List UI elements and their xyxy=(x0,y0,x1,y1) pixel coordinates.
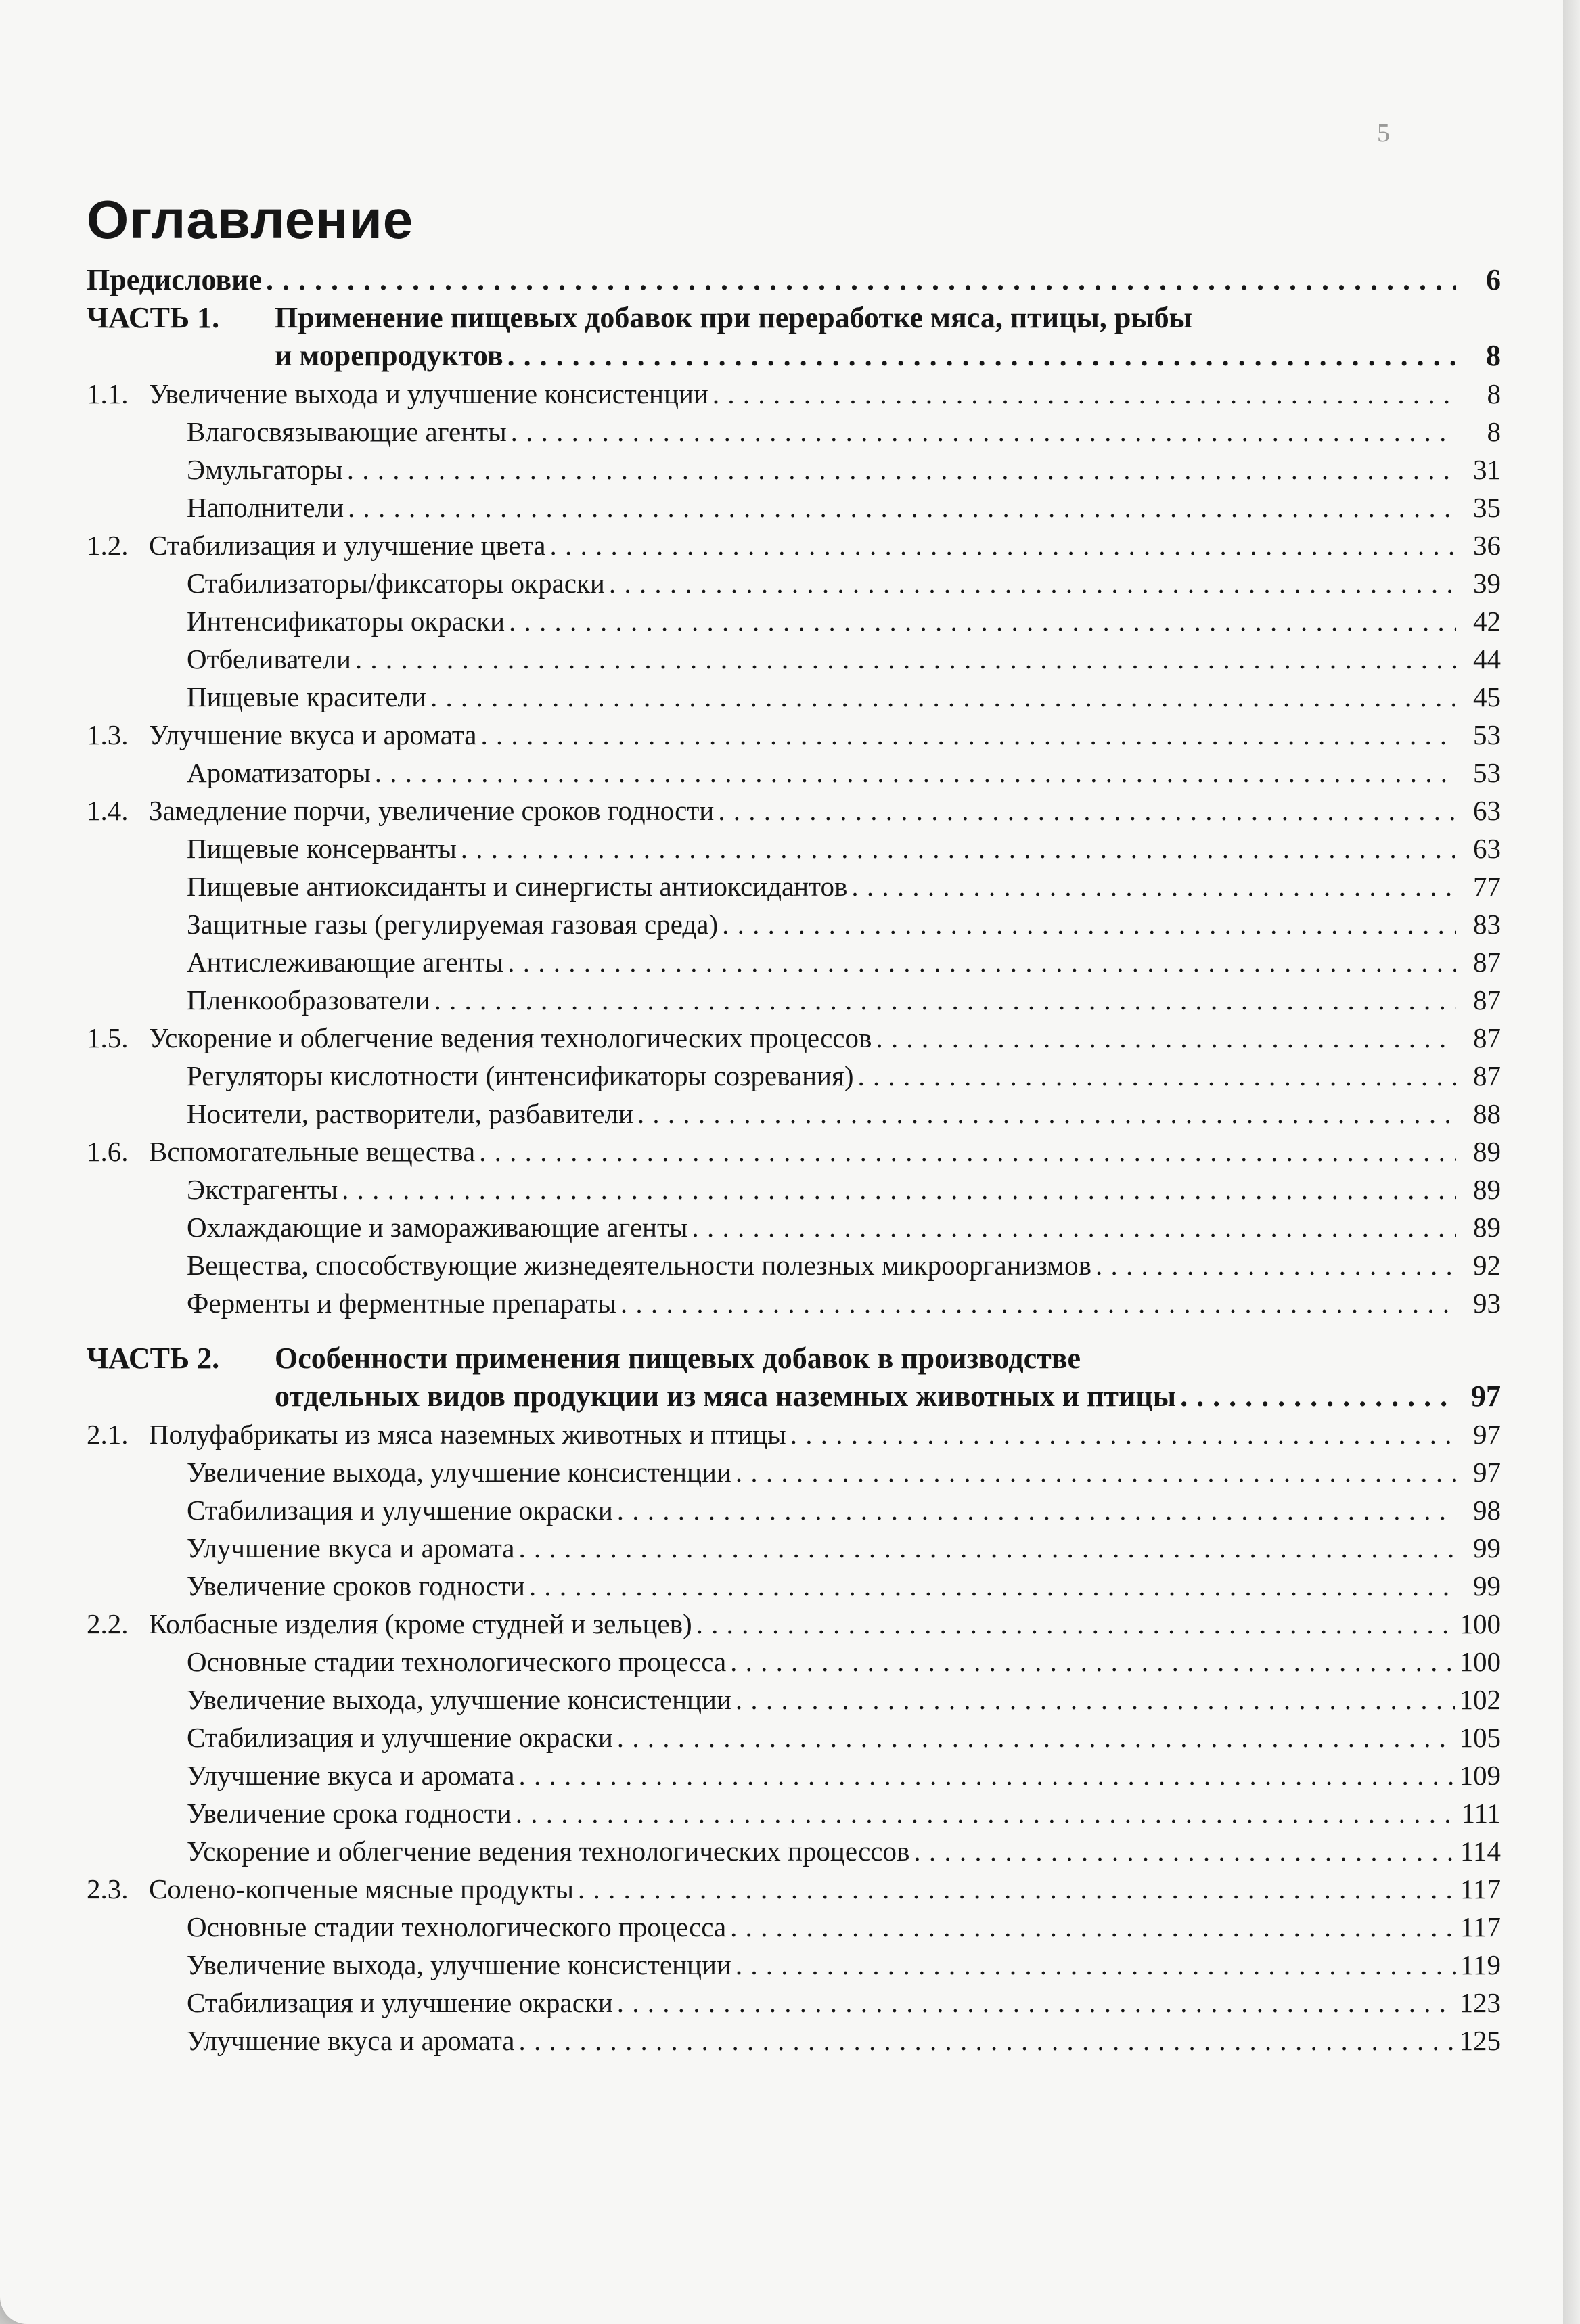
dot-leader xyxy=(479,1133,1456,1170)
toc-entry xyxy=(87,1415,1501,1453)
subsection-title: Увеличение выхода, улучшение консистенции xyxy=(187,1684,731,1715)
toc-entry-page: 87 xyxy=(1473,947,1501,978)
section-title: Ускорение и облегчение ведения технологических процессов xyxy=(149,1022,872,1053)
toc-entry-page: 105 xyxy=(1459,1722,1501,1753)
toc-entry-page: 89 xyxy=(1473,1174,1501,1205)
toc-entry-page: 45 xyxy=(1473,681,1501,712)
toc-entry xyxy=(87,829,1501,867)
dot-leader xyxy=(637,1095,1456,1133)
toc-entry xyxy=(87,981,1501,1019)
section-title: Полуфабрикаты из мяса наземных животных и птицы xyxy=(149,1419,786,1450)
toc-entry xyxy=(87,1453,1501,1491)
toc-entry xyxy=(87,564,1501,602)
toc-entry-page: 89 xyxy=(1473,1136,1501,1167)
subsection-title: Стабилизация и улучшение окраски xyxy=(187,1722,613,1753)
toc-entry-page: 119 xyxy=(1460,1949,1501,1980)
dot-leader xyxy=(480,716,1456,754)
toc-entry-page: 8 xyxy=(1487,378,1501,409)
subsection-title: Стабилизация и улучшение окраски xyxy=(187,1495,613,1526)
toc-entry-page: 99 xyxy=(1473,1532,1501,1564)
dot-leader xyxy=(578,1870,1456,1908)
page-edge xyxy=(1563,0,1580,2324)
toc-entry xyxy=(87,1133,1501,1170)
subsection-title: Эмульгаторы xyxy=(187,454,343,485)
dot-leader xyxy=(355,640,1456,678)
dot-leader xyxy=(617,1718,1455,1756)
part-number: ЧАСТЬ 1. xyxy=(87,301,220,334)
toc-entry xyxy=(87,299,1501,337)
section-title: Стабилизация и улучшение цвета xyxy=(149,530,546,561)
subsection-title: Пищевые красители xyxy=(187,681,426,712)
subsection-title: Пищевые консерванты xyxy=(187,833,457,864)
subsection-title: Улучшение вкуса и аромата xyxy=(187,1532,515,1564)
part-title: Применение пищевых добавок при переработке мяса, птицы, рыбы xyxy=(275,301,1193,334)
toc-entry xyxy=(87,261,1501,299)
toc-entry xyxy=(87,867,1501,905)
subsection-title: Увеличение выхода, улучшение консистенции xyxy=(187,1949,731,1980)
toc-entry xyxy=(87,1246,1501,1284)
toc-entry xyxy=(87,1643,1501,1681)
dot-leader xyxy=(696,1605,1455,1643)
subsection-title: Увеличение сроков годности xyxy=(187,1570,525,1601)
dot-leader xyxy=(342,1170,1456,1208)
subsection-title: Ускорение и облегчение ведения технологических процессов xyxy=(187,1836,910,1867)
subsection-title: Защитные газы (регулируемая газовая среда) xyxy=(187,909,719,940)
dot-leader xyxy=(736,1681,1455,1718)
toc-entry-page: 6 xyxy=(1486,263,1501,296)
toc-entry xyxy=(87,1984,1501,2022)
toc-entry-page: 63 xyxy=(1473,795,1501,826)
dot-leader xyxy=(518,1529,1456,1567)
dot-leader xyxy=(1096,1246,1456,1284)
toc-entry xyxy=(87,678,1501,716)
dot-leader xyxy=(857,1057,1456,1095)
toc-entry-page: 35 xyxy=(1473,492,1501,523)
dot-leader xyxy=(509,602,1456,640)
subsection-title: Отбеливатели xyxy=(187,643,351,675)
dot-leader xyxy=(736,1946,1456,1984)
toc-title: Оглавление xyxy=(87,189,414,250)
toc-entry xyxy=(87,1491,1501,1529)
toc-entry xyxy=(87,792,1501,829)
toc-entry-page: 44 xyxy=(1473,643,1501,675)
toc-entry xyxy=(87,602,1501,640)
toc-entry-page: 87 xyxy=(1473,1022,1501,1053)
toc-entry xyxy=(87,2022,1501,2059)
dot-leader xyxy=(549,526,1456,564)
subsection-title: Стабилизация и улучшение окраски xyxy=(187,1987,613,2018)
dot-leader xyxy=(730,1643,1455,1681)
toc-entry xyxy=(87,1605,1501,1643)
dot-leader xyxy=(913,1832,1456,1870)
toc-entry-page: 117 xyxy=(1460,1911,1501,1942)
section-number: 2.2. xyxy=(87,1608,129,1639)
toc-entry-page: 97 xyxy=(1473,1419,1501,1450)
toc-entry xyxy=(87,1019,1501,1057)
dot-leader xyxy=(851,867,1456,905)
subsection-title: Увеличение выхода, улучшение консистенции xyxy=(187,1457,731,1488)
toc-entry-page: 8 xyxy=(1486,339,1501,372)
toc-entry-label: Предисловие xyxy=(87,263,263,296)
toc-entry-page: 39 xyxy=(1473,568,1501,599)
subsection-title: Ферменты и ферментные препараты xyxy=(187,1288,616,1319)
toc-entry-page: 117 xyxy=(1460,1873,1501,1905)
subsection-title: Пленкообразователи xyxy=(187,984,430,1016)
section-number: 1.2. xyxy=(87,530,129,561)
toc-entry xyxy=(87,451,1501,488)
toc-entry xyxy=(87,1170,1501,1208)
dot-leader xyxy=(713,375,1456,413)
dot-leader xyxy=(347,451,1456,488)
toc-entry xyxy=(87,1908,1501,1946)
toc-entry-page: 97 xyxy=(1471,1380,1501,1413)
dot-leader xyxy=(722,905,1456,943)
toc-entry-page: 87 xyxy=(1473,984,1501,1016)
dot-leader xyxy=(730,1908,1456,1946)
dot-leader xyxy=(790,1415,1456,1453)
dot-leader xyxy=(518,2022,1455,2059)
toc-entry xyxy=(87,488,1501,526)
toc-list xyxy=(87,261,1501,2059)
toc-entry-page: 99 xyxy=(1473,1570,1501,1601)
toc-entry-page: 63 xyxy=(1473,833,1501,864)
subsection-title: Экстрагенты xyxy=(187,1174,338,1205)
section-title: Вспомогательные вещества xyxy=(149,1136,476,1167)
running-head: 5 xyxy=(1377,119,1390,147)
dot-leader xyxy=(516,1794,1456,1832)
toc-entry-page: 102 xyxy=(1459,1684,1501,1715)
section-title: Замедление порчи, увеличение сроков годности xyxy=(149,795,715,826)
toc-entry-page: 92 xyxy=(1473,1250,1501,1281)
section-title: Колбасные изделия (кроме студней и зельцев) xyxy=(149,1608,692,1639)
toc-entry-page: 87 xyxy=(1473,1060,1501,1091)
toc-entry xyxy=(87,905,1501,943)
toc-entry xyxy=(87,1284,1501,1322)
toc-entry xyxy=(87,413,1501,451)
toc-entry xyxy=(87,1718,1501,1756)
section-number: 1.1. xyxy=(87,378,129,409)
dot-leader xyxy=(511,413,1456,451)
toc-entry-page: 8 xyxy=(1487,416,1501,447)
subsection-title: Улучшение вкуса и аромата xyxy=(187,1760,515,1791)
section-number: 2.3. xyxy=(87,1873,129,1905)
dot-leader xyxy=(617,1491,1456,1529)
dot-leader xyxy=(718,792,1456,829)
dot-leader xyxy=(876,1019,1456,1057)
toc-entry-page: 42 xyxy=(1473,606,1501,637)
section-number: 1.6. xyxy=(87,1136,129,1167)
section-title: Солено-копченые мясные продукты xyxy=(149,1873,574,1905)
toc-entry xyxy=(87,1377,1501,1415)
toc-entry-page: 36 xyxy=(1473,530,1501,561)
part-title-continued: отдельных видов продукции из мяса наземных животных и птицы xyxy=(275,1380,1177,1413)
toc-entry-page: 89 xyxy=(1473,1212,1501,1243)
section-number: 1.3. xyxy=(87,719,129,750)
dot-leader xyxy=(434,981,1456,1019)
part-number: ЧАСТЬ 2. xyxy=(87,1342,220,1375)
dot-leader xyxy=(507,943,1456,981)
toc-entry-page: 123 xyxy=(1459,1987,1501,2018)
toc-entry xyxy=(87,1340,1501,1377)
part-title-continued: и морепродуктов xyxy=(275,339,503,372)
subsection-title: Улучшение вкуса и аромата xyxy=(187,2025,515,2056)
table-of-contents xyxy=(87,183,1501,2059)
toc-entry-page: 109 xyxy=(1459,1760,1501,1791)
toc-entry xyxy=(87,1567,1501,1605)
toc-entry xyxy=(87,716,1501,754)
toc-entry xyxy=(87,337,1501,375)
subsection-title: Вещества, способствующие жизнедеятельности полезных микроорганизмов xyxy=(187,1250,1091,1281)
toc-entry-page: 100 xyxy=(1459,1646,1501,1677)
toc-entry xyxy=(87,1529,1501,1567)
subsection-title: Антислеживающие агенты xyxy=(187,947,504,978)
dot-leader xyxy=(692,1208,1456,1246)
toc-entry xyxy=(87,1681,1501,1718)
toc-entry xyxy=(87,1095,1501,1133)
toc-entry xyxy=(87,1870,1501,1908)
subsection-title: Ароматизаторы xyxy=(187,757,371,788)
toc-entry xyxy=(87,526,1501,564)
dot-leader xyxy=(266,261,1456,299)
part-title: Особенности применения пищевых добавок в производстве xyxy=(275,1342,1081,1375)
dot-leader xyxy=(348,488,1456,526)
dot-leader xyxy=(620,1284,1456,1322)
toc-entry-page: 77 xyxy=(1473,871,1501,902)
toc-entry-page: 83 xyxy=(1473,909,1501,940)
toc-entry xyxy=(87,640,1501,678)
toc-entry-page: 111 xyxy=(1461,1798,1501,1829)
section-title: Увеличение выхода и улучшение консистенции xyxy=(149,378,708,409)
subsection-title: Пищевые антиоксиданты и синергисты антиоксидантов xyxy=(187,871,848,902)
toc-entry xyxy=(87,1208,1501,1246)
toc-entry-page: 125 xyxy=(1459,2025,1501,2056)
section-number: 1.5. xyxy=(87,1022,129,1053)
section-number: 2.1. xyxy=(87,1419,129,1450)
toc-entry xyxy=(87,1794,1501,1832)
subsection-title: Носители, растворители, разбавители xyxy=(187,1098,633,1129)
toc-entry xyxy=(87,1057,1501,1095)
dot-leader xyxy=(617,1984,1455,2022)
subsection-title: Влагосвязывающие агенты xyxy=(187,416,507,447)
toc-entry xyxy=(87,754,1501,792)
subsection-title: Увеличение срока годности xyxy=(187,1798,512,1829)
dot-leader xyxy=(430,678,1456,716)
subsection-title: Интенсификаторы окраски xyxy=(187,606,505,637)
toc-entry xyxy=(87,375,1501,413)
toc-entry-page: 93 xyxy=(1473,1288,1501,1319)
dot-leader xyxy=(1180,1377,1456,1415)
dot-leader xyxy=(507,337,1456,375)
section-number: 1.4. xyxy=(87,795,129,826)
subsection-title: Стабилизаторы/фиксаторы окраски xyxy=(187,568,605,599)
toc-entry-page: 98 xyxy=(1473,1495,1501,1526)
dot-leader xyxy=(736,1453,1456,1491)
toc-entry-page: 97 xyxy=(1473,1457,1501,1488)
section-title: Улучшение вкуса и аромата xyxy=(149,719,477,750)
dot-leader xyxy=(375,754,1456,792)
subsection-title: Основные стадии технологического процесса xyxy=(187,1911,727,1942)
toc-entry-page: 53 xyxy=(1473,757,1501,788)
toc-entry xyxy=(87,1756,1501,1794)
dot-leader xyxy=(518,1756,1455,1794)
toc-entry-page: 31 xyxy=(1473,454,1501,485)
toc-entry-page: 114 xyxy=(1460,1836,1501,1867)
toc-entry-page: 88 xyxy=(1473,1098,1501,1129)
toc-entry-page: 100 xyxy=(1459,1608,1501,1639)
dot-leader xyxy=(529,1567,1456,1605)
toc-entry xyxy=(87,1946,1501,1984)
subsection-title: Регуляторы кислотности (интенсификаторы созревания) xyxy=(187,1060,854,1091)
subsection-title: Наполнители xyxy=(187,492,344,523)
toc-entry xyxy=(87,1832,1501,1870)
dot-leader xyxy=(461,829,1456,867)
subsection-title: Охлаждающие и замораживающие агенты xyxy=(187,1212,688,1243)
subsection-title: Основные стадии технологического процесса xyxy=(187,1646,727,1677)
dot-leader xyxy=(609,564,1456,602)
toc-entry-page: 53 xyxy=(1473,719,1501,750)
toc-entry xyxy=(87,943,1501,981)
